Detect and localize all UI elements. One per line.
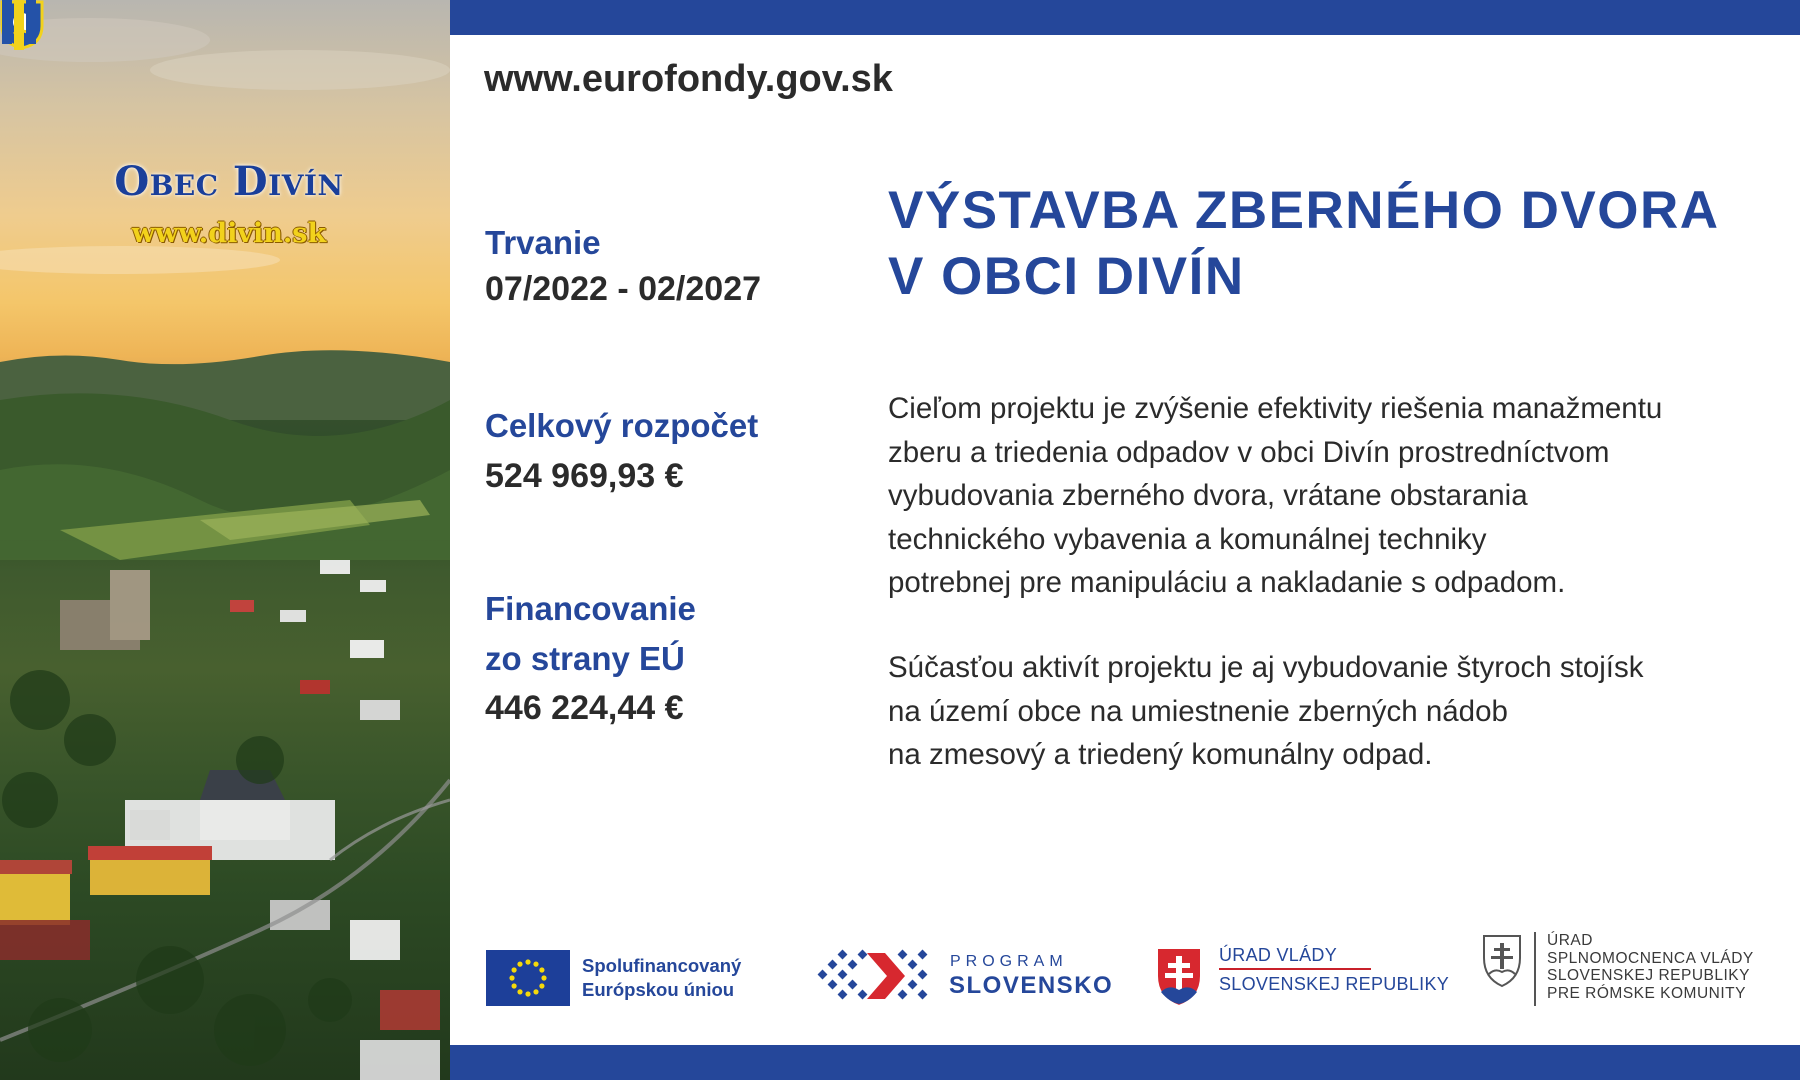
slovensko-label: SLOVENSKO [949,972,1114,999]
eu-text-line-2: Európskou úniou [582,979,735,1000]
eu-text-line-1: Spolufinancovaný [582,955,742,976]
splnomocnenec-divider [1534,932,1536,1006]
splnomocnenec-line-3: SLOVENSKEJ REPUBLIKY [1547,967,1750,984]
description-1-line: technického vybavenia a komunálnej techniky [888,522,1487,556]
project-title [888,178,1768,310]
municipality-name: Obec Divín [114,158,344,205]
eu-funding-label-line-2: zo strany EÚ [485,640,685,677]
eu-funding-value: 446 224,44 € [485,689,684,727]
description-2-line: na území obce na umiestnenie zberných nádob [888,694,1508,728]
description-1-line: Cieľom projektu je zvýšenie efektivity riešenia manažmentu [888,392,1663,425]
project-description-1 [888,387,1778,605]
splnomocnenec-line-1: ÚRAD [1547,932,1593,949]
splnomocnenec-text [1547,932,1754,1002]
description-1-line: potrebnej pre manipuláciu a nakladanie s odpadom. [888,566,1566,599]
description-1-line: zberu a triedenia odpadov v obci Divín prostredníctvom [888,435,1610,469]
duration-value: 07/2022 - 02/2027 [485,270,762,308]
project-title-line-1: VÝSTAVBA ZBERNÉHO DVORA [888,181,1720,240]
eu-cofinanced-text [582,954,741,1002]
project-title-line-2: V OBCI DIVÍN [888,247,1245,306]
urad-vlady-line-1: ÚRAD VLÁDY [1219,945,1338,965]
description-2-line: na zmesový a triedený komunálny odpad. [888,738,1433,771]
divin-flag-icon [0,0,38,50]
eu-funding-label-line-1: Financovanie [485,590,696,627]
splnomocnenec-line-4: PRE RÓMSKE KOMUNITY [1547,984,1746,1002]
project-description-2 [888,646,1778,777]
program-label: PROGRAM [950,953,1068,970]
program-slovensko-mark-icon [815,945,935,1007]
budget-value: 524 969,93 € [485,457,684,495]
description-2-line: Súčasťou aktivít projektu je aj vybudovanie štyroch stojísk [888,651,1644,684]
duration-label: Trvanie [485,224,601,261]
aerial-village-photo [0,0,450,1080]
bottom-blue-stripe [450,1045,1800,1080]
eu-flag-icon [486,950,570,1006]
slovak-shield-icon [1155,946,1203,1008]
slovak-crest-icon [1482,934,1522,988]
urad-vlady-divider [1219,968,1371,970]
eurofondy-url: www.eurofondy.gov.sk [484,58,893,100]
urad-vlady-line-2: SLOVENSKEJ REPUBLIKY [1219,974,1450,994]
municipality-website: www.divin.sk [131,218,327,249]
budget-label: Celkový rozpočet [485,407,759,444]
description-1-line: vybudovania zberného dvora, vrátane obstarania [888,479,1528,512]
top-blue-stripe [450,0,1800,35]
splnomocnenec-line-2: SPLNOMOCNENCA VLÁDY [1547,949,1754,967]
